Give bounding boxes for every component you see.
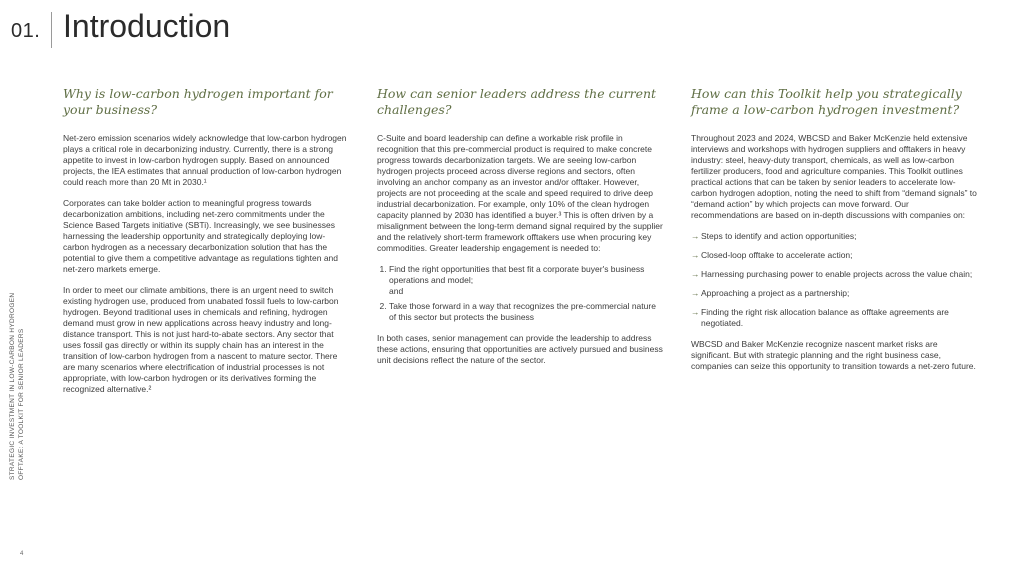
document-side-title <box>8 240 26 480</box>
page-number: 4 <box>20 551 24 557</box>
side-title-line-1: STRATEGIC INVESTMENT IN LOW-CARBON HYDROGEN <box>9 292 16 480</box>
paragraph: In order to meet our climate ambitions, there is an urgent need to switch existing hydrogen use, produced from unabated fossil fuels to low-carbon hydrogen. Beyond traditional uses in chemicals and refining, hydrogen demand must grow in new applications across heavy industry and long-distance transport. This is not just hard-to-abate sectors. Any sector that uses fossil gas directly or within its supply chain has an interest in the transition of low-carbon hydrogen from a nascent to mature sector. There are many scenarios where electrification of industrial processes is not appropriate, with low-carbon hydrogen or its derivatives forming the recognized alternative.² <box>63 285 339 394</box>
arrow-list <box>691 231 978 329</box>
list-item-text: Find the right opportunities that best fit a corporate buyer's business operations and model; <box>389 264 645 285</box>
column-senior-leaders <box>377 86 663 376</box>
paragraph: C-Suite and board leadership can define a workable risk profile in recognition that this pre-commercial product is required to make concrete progress towards decarbonization targets. We are seeing low-carbon hydrogen projects proceed across diverse regions and sectors, often involving an anchor company as an investor and/or offtaker. However, projects are not proceeding at the scale and speed required to drive deep industrial decarbonization. For example, only 10% of the clean hydrogen capacity planned by 2030 has identified a buyer.³ This is often driven by a misalignment between the long-term demand signal required by the supplier and the relatively short-term framework offtakers use when procuring key commodities. Greater leadership engagement is needed to: <box>377 133 663 253</box>
paragraph: Throughout 2023 and 2024, WBCSD and Baker McKenzie held extensive interviews and workshops with hydrogen suppliers and offtakers in heavy industry: steel, heavy-duty transport, chemicals, as well as low-carbon fertilizer producers, food and agriculture companies. This Toolkit outlines practical actions that can be taken by senior leaders to accelerate low-carbon hydrogen adoption, noting the need to shift from “demand signals” to “demand action” by which projects can move forward. Our recommendations are based on in-depth discussions with companies on: <box>691 133 977 220</box>
column-toolkit-help <box>691 86 978 382</box>
column-heading: Why is low-carbon hydrogen important for your business? <box>63 86 333 117</box>
column-heading: How can senior leaders address the current challenges? <box>377 86 657 117</box>
paragraph: WBCSD and Baker McKenzie recognize nascent market risks are significant. But with strategic planning and the right business case, companies can seize this opportunity to transition towards a net-zero future. <box>691 339 976 371</box>
column-heading: How can this Toolkit help you strategically frame a low-carbon hydrogen investment? <box>691 86 962 117</box>
list-item <box>691 231 978 242</box>
paragraph: Net-zero emission scenarios widely acknowledge that low-carbon hydrogen plays a critical role in decarbonizing industry. Currently, there is a strong appetite to invest in low-carbon hydrogen supply. Based on announced projects, the IEA estimates that annual production of low-carbon hydrogen could reach more than 20 Mt in 2030.¹ <box>63 133 347 187</box>
arrow-right-icon: → <box>691 269 700 279</box>
arrow-right-icon: → <box>691 307 700 317</box>
list-item-text: Steps to identify and action opportunities; <box>701 231 857 241</box>
numbered-list <box>377 264 663 323</box>
list-item-text: Approaching a project as a partnership; <box>701 288 850 298</box>
list-item: 2. Take those forward in a way that recognizes the pre-commercial nature of this sector but protects the business <box>389 301 663 323</box>
chapter-number: 01. <box>11 20 41 42</box>
title-divider <box>51 12 52 48</box>
arrow-right-icon: → <box>691 288 700 298</box>
list-item <box>691 269 978 280</box>
list-item <box>691 250 978 261</box>
side-title-line-2: OFFTAKE: A TOOLKIT FOR SENIOR LEADERS <box>18 328 25 480</box>
paragraph: In both cases, senior management can provide the leadership to address these actions, ensuring that opportunities are actively pursued and business unit decisions reflect the nature of the sector. <box>377 333 663 365</box>
paragraph: Corporates can take bolder action to meaningful progress towards decarbonization ambitions, including net-zero commitments under the Science Based Targets initiative (SBTi). Increasingly, we see businesses harnessing the leadership opportunity and strategically deploying low-carbon hydrogen as a necessary decarbonization solution that has the potential to give them a competitive advantage as regulations tighten and net-zero markets emerge. <box>63 198 339 274</box>
list-item <box>389 264 663 297</box>
arrow-right-icon: → <box>691 231 700 241</box>
conjunction: and <box>389 286 404 296</box>
list-item-text: Closed-loop offtake to accelerate action; <box>701 250 853 260</box>
arrow-right-icon: → <box>691 250 700 260</box>
page-title: Introduction <box>63 8 231 44</box>
list-item-text: Finding the right risk allocation balance as offtake agreements are negotiated. <box>701 307 949 328</box>
list-item-text: Harnessing purchasing power to enable projects across the value chain; <box>701 269 973 279</box>
list-item <box>691 288 978 299</box>
column-why-hydrogen <box>63 86 350 405</box>
list-item <box>691 307 978 329</box>
